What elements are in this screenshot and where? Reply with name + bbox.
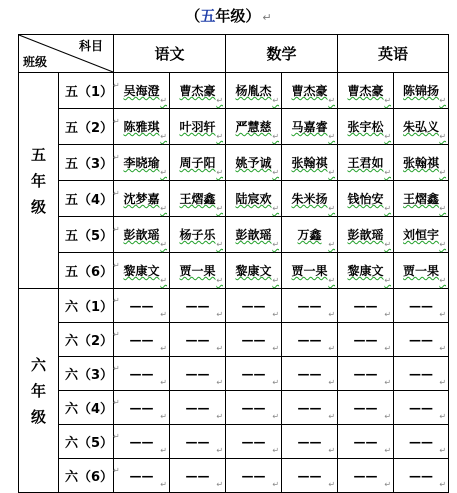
class-label bbox=[59, 323, 120, 357]
student-name-cell bbox=[282, 73, 338, 109]
cell-end-mark-icon: ↵ bbox=[439, 276, 447, 285]
cell-end-mark-icon: ↵ bbox=[216, 276, 224, 285]
cell-end-mark-icon: ↵ bbox=[113, 330, 120, 339]
class-label bbox=[59, 357, 120, 391]
grade-char: 年 bbox=[30, 381, 46, 400]
cell-end-mark-icon: ↵ bbox=[160, 132, 167, 141]
student-name: 张翰祺 bbox=[291, 156, 328, 170]
cell-end-mark-icon: ↵ bbox=[384, 168, 392, 177]
subject-header-chinese: 语文 bbox=[114, 35, 226, 73]
student-name-cell bbox=[170, 357, 226, 391]
student-name-cell bbox=[114, 73, 170, 109]
class-name: 六（1） bbox=[65, 300, 114, 315]
grade-char: 年 bbox=[30, 171, 46, 190]
grade-label bbox=[19, 289, 59, 493]
cell-end-mark-icon: ↵ bbox=[113, 81, 120, 90]
cell-end-mark-icon: ↵ bbox=[160, 168, 167, 177]
student-name: —— bbox=[241, 366, 266, 381]
title-grade: 五 bbox=[200, 7, 216, 25]
class-name: 六（5） bbox=[65, 436, 114, 451]
cell-end-mark-icon: ↵ bbox=[113, 153, 120, 162]
grade-label bbox=[19, 73, 59, 289]
cell-end-mark-icon: ↵ bbox=[439, 96, 447, 105]
cell-end-mark-icon: ↵ bbox=[216, 168, 224, 177]
cell-end-mark-icon: ↵ bbox=[384, 132, 392, 141]
student-name-cell bbox=[338, 425, 394, 459]
cell-end-mark-icon: ↵ bbox=[328, 132, 336, 141]
grade-char: 五 bbox=[30, 145, 46, 164]
student-name-cell bbox=[338, 323, 394, 357]
cell-end-mark-icon: ↵ bbox=[160, 480, 167, 489]
student-name-cell bbox=[338, 253, 394, 289]
subject-header-math: 数学 bbox=[226, 35, 338, 73]
class-name: 五（3） bbox=[65, 157, 114, 172]
student-name-cell bbox=[226, 109, 282, 145]
student-name: 曹杰豪 bbox=[347, 84, 384, 98]
cell-end-mark-icon: ↵ bbox=[160, 276, 167, 285]
student-name: —— bbox=[185, 366, 210, 381]
assignment-table bbox=[18, 34, 449, 493]
table-row bbox=[19, 73, 449, 109]
student-name: —— bbox=[297, 400, 322, 415]
student-name: 万鑫 bbox=[297, 228, 322, 242]
student-name-cell bbox=[394, 391, 449, 425]
student-name: —— bbox=[297, 298, 322, 313]
student-name-cell bbox=[282, 459, 338, 493]
cell-end-mark-icon: ↵ bbox=[272, 96, 280, 105]
student-name-cell bbox=[170, 323, 226, 357]
student-name: 张宇松 bbox=[347, 120, 384, 134]
class-label bbox=[59, 253, 120, 289]
cell-end-mark-icon: ↵ bbox=[328, 204, 336, 213]
student-name: —— bbox=[409, 332, 434, 347]
student-name: 陈锦扬 bbox=[403, 84, 440, 98]
student-name-cell bbox=[338, 145, 394, 181]
student-name-cell bbox=[226, 289, 282, 323]
cell-end-mark-icon: ↵ bbox=[272, 168, 280, 177]
student-name-cell bbox=[170, 109, 226, 145]
student-name-cell bbox=[170, 391, 226, 425]
student-name: 黎康文 bbox=[235, 264, 272, 278]
student-name: —— bbox=[409, 434, 434, 449]
student-name: —— bbox=[353, 400, 378, 415]
cell-end-mark-icon: ↵ bbox=[113, 189, 120, 198]
cell-end-mark-icon: ↵ bbox=[216, 310, 224, 319]
student-name: 曹杰豪 bbox=[291, 84, 328, 98]
table-row bbox=[19, 289, 449, 323]
cell-end-mark-icon: ↵ bbox=[439, 240, 447, 249]
cell-end-mark-icon: ↵ bbox=[272, 480, 280, 489]
student-name: 杨胤杰 bbox=[235, 84, 272, 98]
student-name-cell bbox=[394, 459, 449, 493]
student-name-cell bbox=[338, 73, 394, 109]
student-name-cell bbox=[114, 459, 170, 493]
student-name: 马嘉睿 bbox=[291, 120, 328, 134]
student-name-cell bbox=[170, 145, 226, 181]
student-name: 黎康文 bbox=[347, 264, 384, 278]
student-name-cell bbox=[226, 459, 282, 493]
cell-end-mark-icon: ↵ bbox=[113, 398, 120, 407]
cell-end-mark-icon: ↵ bbox=[439, 168, 447, 177]
student-name: 陆宸欢 bbox=[235, 192, 272, 206]
cell-end-mark-icon: ↵ bbox=[384, 276, 392, 285]
student-name: —— bbox=[353, 332, 378, 347]
cell-end-mark-icon: ↵ bbox=[328, 480, 336, 489]
cell-end-mark-icon: ↵ bbox=[272, 446, 280, 455]
student-name-cell bbox=[114, 425, 170, 459]
cell-end-mark-icon: ↵ bbox=[216, 240, 224, 249]
class-label bbox=[59, 425, 120, 459]
student-name: 朱米扬 bbox=[291, 192, 328, 206]
student-name-cell bbox=[282, 109, 338, 145]
corner-class-label: 班级 bbox=[23, 55, 48, 69]
cell-end-mark-icon: ↵ bbox=[272, 378, 280, 387]
cell-end-mark-icon: ↵ bbox=[439, 378, 447, 387]
student-name: 王君如 bbox=[347, 156, 384, 170]
class-name: 五（5） bbox=[65, 229, 114, 244]
student-name-cell bbox=[226, 217, 282, 253]
student-name: —— bbox=[297, 468, 322, 483]
student-name-cell bbox=[282, 357, 338, 391]
cell-end-mark-icon: ↵ bbox=[439, 310, 447, 319]
student-name: 贾一果 bbox=[179, 264, 216, 278]
student-name-cell bbox=[226, 357, 282, 391]
student-name: 刘恒宇 bbox=[403, 228, 440, 242]
student-name: —— bbox=[241, 298, 266, 313]
student-name: 张翰祺 bbox=[403, 156, 440, 170]
student-name: —— bbox=[297, 366, 322, 381]
cell-end-mark-icon: ↵ bbox=[216, 96, 224, 105]
cell-end-mark-icon: ↵ bbox=[160, 378, 167, 387]
class-name: 五（2） bbox=[65, 121, 114, 136]
cell-end-mark-icon: ↵ bbox=[328, 96, 336, 105]
student-name: 陈雅琪 bbox=[123, 120, 160, 134]
student-name-cell bbox=[282, 425, 338, 459]
student-name-cell bbox=[114, 289, 170, 323]
table-row bbox=[19, 391, 449, 425]
grade-char: 级 bbox=[30, 407, 46, 426]
cell-end-mark-icon: ↵ bbox=[384, 204, 392, 213]
class-label bbox=[59, 73, 120, 109]
student-name: 彭歆瑶 bbox=[123, 228, 160, 242]
cell-end-mark-icon: ↵ bbox=[160, 412, 167, 421]
student-name-cell bbox=[394, 323, 449, 357]
cell-end-mark-icon: ↵ bbox=[272, 310, 280, 319]
student-name: 彭歆瑶 bbox=[347, 228, 384, 242]
cell-end-mark-icon: ↵ bbox=[384, 344, 392, 353]
student-name-cell bbox=[282, 217, 338, 253]
student-name-cell bbox=[394, 425, 449, 459]
student-name: 姚予诚 bbox=[235, 156, 272, 170]
cell-end-mark-icon: ↵ bbox=[272, 412, 280, 421]
student-name-cell bbox=[394, 357, 449, 391]
cell-end-mark-icon: ↵ bbox=[113, 466, 120, 475]
student-name: 李晓瑜 bbox=[123, 156, 160, 170]
student-name-cell bbox=[338, 391, 394, 425]
student-name-cell bbox=[394, 253, 449, 289]
subject-header-english: 英语 bbox=[338, 35, 449, 73]
student-name: —— bbox=[129, 468, 154, 483]
student-name: —— bbox=[241, 332, 266, 347]
student-name: 沈梦嘉 bbox=[123, 192, 160, 206]
student-name-cell bbox=[394, 145, 449, 181]
cell-end-mark-icon: ↵ bbox=[328, 310, 336, 319]
student-name-cell bbox=[114, 145, 170, 181]
corner-subject-label: 科目 bbox=[78, 39, 103, 53]
table-row bbox=[19, 253, 449, 289]
cell-end-mark-icon: ↵ bbox=[113, 117, 120, 126]
student-name: 周子阳 bbox=[179, 156, 216, 170]
student-name: —— bbox=[409, 468, 434, 483]
student-name: 严慧慈 bbox=[235, 120, 272, 134]
student-name-cell bbox=[114, 253, 170, 289]
cell-end-mark-icon: ↵ bbox=[113, 225, 120, 234]
title-rest: 年级） bbox=[215, 7, 261, 25]
student-name-cell bbox=[226, 145, 282, 181]
student-name-cell bbox=[394, 181, 449, 217]
student-name-cell bbox=[338, 181, 394, 217]
table-row bbox=[19, 145, 449, 181]
student-name: —— bbox=[353, 298, 378, 313]
student-name: —— bbox=[185, 468, 210, 483]
cell-end-mark-icon: ↵ bbox=[160, 310, 167, 319]
class-label bbox=[59, 289, 120, 323]
cell-end-mark-icon: ↵ bbox=[272, 276, 280, 285]
student-name: —— bbox=[241, 434, 266, 449]
student-name: 贾一果 bbox=[403, 264, 440, 278]
student-name-cell bbox=[394, 217, 449, 253]
cell-end-mark-icon: ↵ bbox=[160, 344, 167, 353]
student-name-cell bbox=[226, 181, 282, 217]
student-name-cell bbox=[338, 289, 394, 323]
cell-end-mark-icon: ↵ bbox=[216, 480, 224, 489]
cell-end-mark-icon: ↵ bbox=[384, 480, 392, 489]
student-name-cell bbox=[282, 391, 338, 425]
student-name: 彭歆瑶 bbox=[235, 228, 272, 242]
student-name-cell bbox=[170, 217, 226, 253]
class-name: 五（1） bbox=[65, 85, 114, 100]
student-name-cell bbox=[114, 357, 170, 391]
student-name-cell bbox=[226, 253, 282, 289]
cell-end-mark-icon: ↵ bbox=[216, 412, 224, 421]
student-name: —— bbox=[129, 332, 154, 347]
cell-end-mark-icon: ↵ bbox=[328, 240, 336, 249]
cell-end-mark-icon: ↵ bbox=[160, 446, 167, 455]
student-name: —— bbox=[129, 298, 154, 313]
cell-end-mark-icon: ↵ bbox=[216, 446, 224, 455]
student-name: —— bbox=[409, 298, 434, 313]
cell-end-mark-icon: ↵ bbox=[439, 344, 447, 353]
student-name-cell bbox=[282, 253, 338, 289]
class-label bbox=[59, 217, 120, 253]
cell-end-mark-icon: ↵ bbox=[384, 240, 392, 249]
student-name: 朱弘义 bbox=[403, 120, 440, 134]
class-name: 六（6） bbox=[65, 470, 114, 485]
student-name-cell bbox=[114, 217, 170, 253]
cell-end-mark-icon: ↵ bbox=[328, 412, 336, 421]
student-name: 王熠鑫 bbox=[403, 192, 440, 206]
student-name-cell bbox=[338, 357, 394, 391]
student-name: 王熠鑫 bbox=[179, 192, 216, 206]
cell-end-mark-icon: ↵ bbox=[216, 204, 224, 213]
cell-end-mark-icon: ↵ bbox=[384, 446, 392, 455]
class-label bbox=[59, 391, 120, 425]
class-name: 五（4） bbox=[65, 193, 114, 208]
student-name-cell bbox=[170, 289, 226, 323]
table-row bbox=[19, 425, 449, 459]
student-name: —— bbox=[185, 332, 210, 347]
class-label bbox=[59, 181, 120, 217]
cell-end-mark-icon: ↵ bbox=[328, 378, 336, 387]
cell-end-mark-icon: ↵ bbox=[113, 432, 120, 441]
student-name: —— bbox=[241, 400, 266, 415]
student-name: 曹杰豪 bbox=[179, 84, 216, 98]
cell-end-mark-icon: ↵ bbox=[328, 446, 336, 455]
table-row bbox=[19, 357, 449, 391]
cell-end-mark-icon: ↵ bbox=[216, 344, 224, 353]
page-title bbox=[0, 6, 457, 28]
cell-end-mark-icon: ↵ bbox=[384, 412, 392, 421]
class-name: 六（4） bbox=[65, 402, 114, 417]
cell-end-mark-icon: ↵ bbox=[439, 204, 447, 213]
student-name-cell bbox=[338, 217, 394, 253]
student-name: 钱怡安 bbox=[347, 192, 384, 206]
class-name: 五（6） bbox=[65, 265, 114, 280]
class-name: 六（2） bbox=[65, 334, 114, 349]
student-name: 杨子乐 bbox=[179, 228, 216, 242]
cell-end-mark-icon: ↵ bbox=[272, 344, 280, 353]
cell-end-mark-icon: ↵ bbox=[328, 276, 336, 285]
cell-end-mark-icon: ↵ bbox=[439, 412, 447, 421]
table-row bbox=[19, 323, 449, 357]
cell-end-mark-icon: ↵ bbox=[384, 310, 392, 319]
class-label bbox=[59, 109, 120, 145]
cell-end-mark-icon: ↵ bbox=[384, 378, 392, 387]
cell-end-mark-icon: ↵ bbox=[272, 240, 280, 249]
student-name-cell bbox=[282, 289, 338, 323]
cell-end-mark-icon: ↵ bbox=[439, 480, 447, 489]
student-name: —— bbox=[409, 400, 434, 415]
student-name: —— bbox=[185, 298, 210, 313]
table-row bbox=[19, 181, 449, 217]
table-row bbox=[19, 459, 449, 493]
student-name-cell bbox=[226, 323, 282, 357]
cell-end-mark-icon: ↵ bbox=[113, 261, 120, 270]
cell-end-mark-icon: ↵ bbox=[439, 446, 447, 455]
corner-header bbox=[19, 35, 114, 73]
student-name-cell bbox=[170, 73, 226, 109]
student-name: —— bbox=[129, 366, 154, 381]
paragraph-mark-icon: ↵ bbox=[262, 11, 272, 24]
cell-end-mark-icon: ↵ bbox=[113, 296, 120, 305]
student-name-cell bbox=[170, 253, 226, 289]
cell-end-mark-icon: ↵ bbox=[384, 96, 392, 105]
table-row bbox=[19, 217, 449, 253]
student-name: 黎康文 bbox=[123, 264, 160, 278]
cell-end-mark-icon: ↵ bbox=[216, 378, 224, 387]
cell-end-mark-icon: ↵ bbox=[160, 204, 167, 213]
student-name: —— bbox=[409, 366, 434, 381]
cell-end-mark-icon: ↵ bbox=[439, 132, 447, 141]
student-name: —— bbox=[297, 332, 322, 347]
header-row bbox=[19, 35, 449, 73]
student-name: —— bbox=[185, 434, 210, 449]
student-name-cell bbox=[394, 109, 449, 145]
student-name-cell bbox=[282, 145, 338, 181]
cell-end-mark-icon: ↵ bbox=[216, 132, 224, 141]
student-name-cell bbox=[170, 425, 226, 459]
student-name-cell bbox=[114, 181, 170, 217]
student-name-cell bbox=[114, 109, 170, 145]
student-name: 吴海澄 bbox=[123, 84, 160, 98]
class-name: 六（3） bbox=[65, 368, 114, 383]
cell-end-mark-icon: ↵ bbox=[160, 96, 167, 105]
title-open: （ bbox=[185, 7, 201, 25]
student-name: —— bbox=[185, 400, 210, 415]
student-name-cell bbox=[282, 181, 338, 217]
cell-end-mark-icon: ↵ bbox=[113, 364, 120, 373]
student-name: —— bbox=[353, 366, 378, 381]
student-name-cell bbox=[170, 181, 226, 217]
table-row bbox=[19, 109, 449, 145]
student-name: —— bbox=[297, 434, 322, 449]
class-label bbox=[59, 145, 120, 181]
student-name-cell bbox=[114, 391, 170, 425]
grade-char: 级 bbox=[30, 197, 46, 216]
student-name: —— bbox=[129, 434, 154, 449]
student-name-cell bbox=[226, 391, 282, 425]
student-name-cell bbox=[338, 109, 394, 145]
grade-char: 六 bbox=[30, 355, 46, 374]
student-name-cell bbox=[394, 73, 449, 109]
student-name-cell bbox=[394, 289, 449, 323]
student-name: —— bbox=[129, 400, 154, 415]
student-name: 叶羽轩 bbox=[179, 120, 216, 134]
student-name-cell bbox=[226, 425, 282, 459]
student-name-cell bbox=[114, 323, 170, 357]
student-name-cell bbox=[282, 323, 338, 357]
student-name: —— bbox=[353, 434, 378, 449]
cell-end-mark-icon: ↵ bbox=[272, 132, 280, 141]
cell-end-mark-icon: ↵ bbox=[328, 168, 336, 177]
student-name: 贾一果 bbox=[291, 264, 328, 278]
cell-end-mark-icon: ↵ bbox=[272, 204, 280, 213]
student-name: —— bbox=[353, 468, 378, 483]
student-name: —— bbox=[241, 468, 266, 483]
cell-end-mark-icon: ↵ bbox=[328, 344, 336, 353]
cell-end-mark-icon: ↵ bbox=[160, 240, 167, 249]
student-name-cell bbox=[226, 73, 282, 109]
class-label bbox=[59, 459, 120, 493]
student-name-cell bbox=[170, 459, 226, 493]
student-name-cell bbox=[338, 459, 394, 493]
